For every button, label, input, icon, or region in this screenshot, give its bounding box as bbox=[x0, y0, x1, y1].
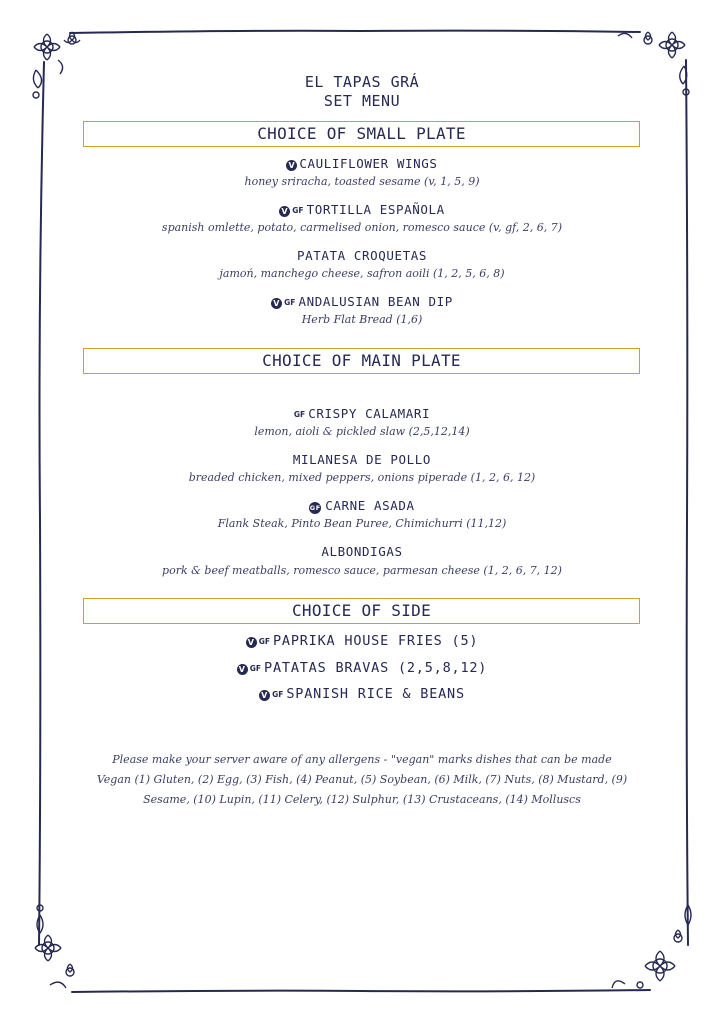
menu-item-name: V GF TORTILLA ESPAÑOLA bbox=[0, 202, 724, 219]
menu-item-name: ALBONDIGAS bbox=[321, 544, 403, 559]
menu-item-desc: lemon, aioli & pickled slaw (2,5,12,14) bbox=[254, 425, 470, 438]
section-main-plate-title: CHOICE OF MAIN PLATE bbox=[83, 348, 640, 374]
menu-item-name: PATATA CROQUETAS bbox=[296, 248, 427, 263]
allergen-note: Please make your server aware of any allergens - "vegan" marks dishes that can be made Vegan (1) Gluten, (2) Egg, (3) Fish, (4) Peanut, (5) Soybean, (6) Milk, (7) Nuts, (8) Mustard, (9) Sesame, (10) Lupin, (11) Celery, (12) Sulphur, (13) Crustaceans, (14) Molluscs bbox=[96, 753, 628, 806]
menu-item-desc: Herb Flat Bread (1,6) bbox=[301, 313, 423, 326]
section-side-title: CHOICE OF SIDE bbox=[83, 598, 640, 624]
vegan-badge-icon: V bbox=[261, 691, 269, 700]
vegan-badge-icon: V bbox=[286, 160, 297, 171]
menu-item-desc: Flank Steak, Pinto Bean Puree, Chimichurri (11,12) bbox=[217, 517, 507, 530]
vegan-badge-icon: V bbox=[279, 206, 290, 217]
menu-item-desc: breaded chicken, mixed peppers, onions piperade (1, 2, 6, 12) bbox=[188, 471, 536, 484]
menu-item-desc: spanish omlette, potato, carmelised onion, romesco sauce (v, gf, 2, 6, 7) bbox=[161, 221, 563, 234]
flower-corner-icon bbox=[612, 905, 691, 988]
menu-item-name: V GF PAPRIKA HOUSE FRIES (5) bbox=[247, 633, 479, 649]
menu-item-desc: pork & beef meatballs, romesco sauce, parmesan cheese (1, 2, 6, 7, 12) bbox=[162, 564, 562, 577]
gluten-free-badge-icon: GF bbox=[249, 664, 262, 673]
menu-item-desc: honey sriracha, toasted sesame (v, 1, 5, 9) bbox=[244, 175, 480, 188]
gluten-free-badge-icon: GF bbox=[293, 410, 306, 419]
gluten-free-badge-icon: GF bbox=[292, 206, 304, 215]
menu-item-desc: jamoń, manchego cheese, safron aoili (1, 2, 5, 6, 8) bbox=[219, 267, 505, 280]
menu-item-name: V GF SPANISH RICE & BEANS bbox=[261, 686, 465, 702]
menu-item-name: V GF PATATAS BRAVAS (2,5,8,12) bbox=[238, 660, 488, 676]
menu-item-name: GF CARNE ASADA bbox=[309, 498, 415, 513]
gluten-free-badge-icon: GF bbox=[258, 637, 270, 646]
gluten-free-badge-icon: GF bbox=[309, 504, 321, 512]
menu-item-name: V GF ANDALUSIAN BEAN DIP bbox=[0, 294, 724, 311]
flower-corner-icon bbox=[35, 905, 74, 988]
menu-item-name: GF CRISPY CALAMARI bbox=[293, 406, 431, 421]
section-small-plate-title: CHOICE OF SMALL PLATE bbox=[83, 121, 640, 147]
menu-title: EL TAPAS GRÁ bbox=[304, 73, 420, 91]
vegan-badge-icon: V bbox=[247, 638, 255, 647]
gluten-free-badge-icon: GF bbox=[284, 298, 296, 307]
menu-subtitle: SET MENU bbox=[323, 92, 401, 110]
gluten-free-badge-icon: GF bbox=[272, 690, 284, 699]
vegan-badge-icon: V bbox=[271, 298, 282, 309]
menu-item-name: V CAULIFLOWER WINGS bbox=[0, 156, 724, 172]
menu-item-name: MILANESA DE POLLO bbox=[292, 452, 432, 467]
vegan-badge-icon: V bbox=[238, 665, 246, 674]
